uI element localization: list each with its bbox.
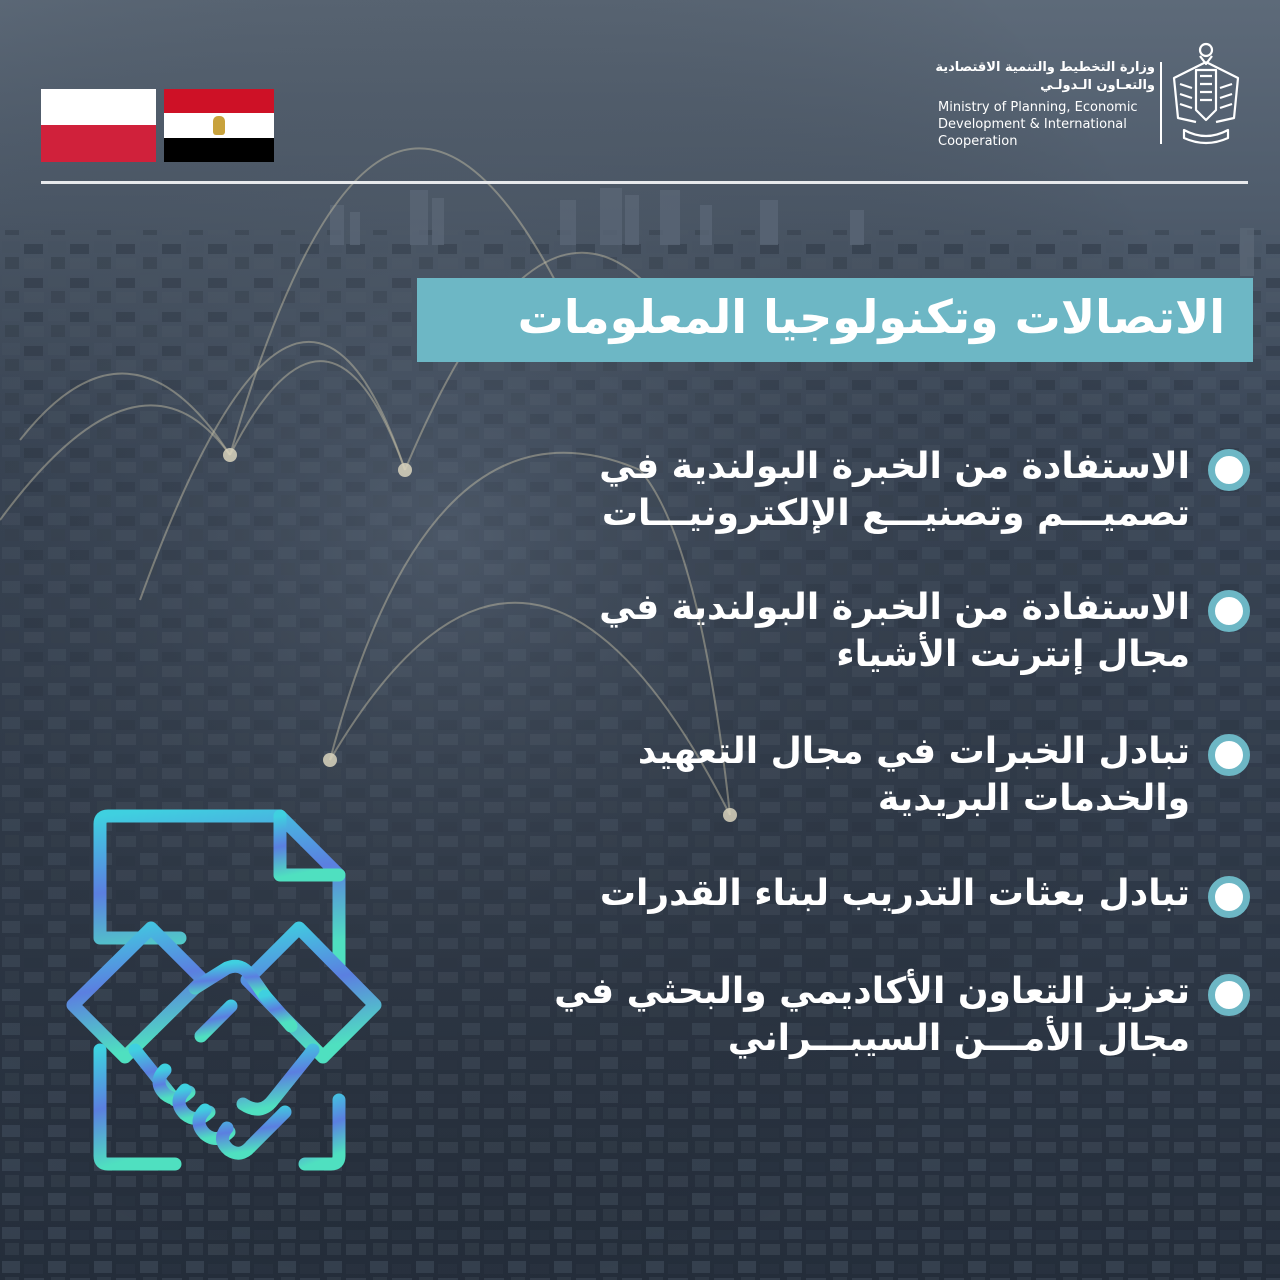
- ministry-name-ar-line2: والتعـاون الـدولـي: [1040, 78, 1155, 93]
- list-item-line: تعزيز التعاون الأكاديمي والبحثي في: [554, 971, 1190, 1012]
- list-item: [599, 584, 1190, 678]
- ministry-divider: [1160, 62, 1162, 144]
- list-item-line: الاستفادة من الخبرة البولندية في: [599, 587, 1190, 628]
- list-item: [599, 443, 1190, 537]
- bullet-circle-icon: [1208, 876, 1250, 918]
- ministry-name: [920, 58, 1155, 153]
- list-item-line: تصميـــم وتصنيـــع الإلكترونيـــات: [601, 493, 1190, 534]
- list-item-line: الاستفادة من الخبرة البولندية في: [599, 446, 1190, 487]
- ministry-name-en-line1: Ministry of Planning, Economic: [938, 100, 1138, 115]
- header-divider: [41, 181, 1248, 184]
- bullet-circle-icon: [1208, 974, 1250, 1016]
- eagle-emblem-icon: [1170, 38, 1242, 150]
- bullet-circle-icon: [1208, 734, 1250, 776]
- bullet-circle-icon: [1208, 449, 1250, 491]
- ministry-name-en-line3: Cooperation: [938, 134, 1018, 149]
- ministry-name-en-line2: Development & International: [938, 117, 1127, 132]
- page-title: الاتصالات وتكنولوجيا المعلومات: [517, 290, 1225, 344]
- egypt-flag: [164, 89, 274, 162]
- list-item-line: والخدمات البريدية: [877, 778, 1190, 819]
- ministry-name-ar-line1: وزارة التخطيط والتنمية الاقتصادية: [935, 60, 1155, 75]
- list-item-line: تبادل بعثات التدريب لبناء القدرات: [599, 873, 1190, 914]
- list-item: [638, 728, 1190, 822]
- list-item-line: مجال إنترنت الأشياء: [836, 634, 1190, 675]
- bullet-circle-icon: [1208, 590, 1250, 632]
- list-item-line: مجال الأمـــن السيبـــراني: [727, 1018, 1190, 1059]
- list-item: [600, 870, 1190, 917]
- handshake-document-icon: [55, 800, 385, 1190]
- eagle-of-saladin-icon: [213, 116, 225, 135]
- list-item-line: تبادل الخبرات في مجال التعهيد: [637, 731, 1190, 772]
- title-banner: [417, 278, 1253, 362]
- list-item: [554, 968, 1190, 1062]
- poland-flag: [41, 89, 156, 162]
